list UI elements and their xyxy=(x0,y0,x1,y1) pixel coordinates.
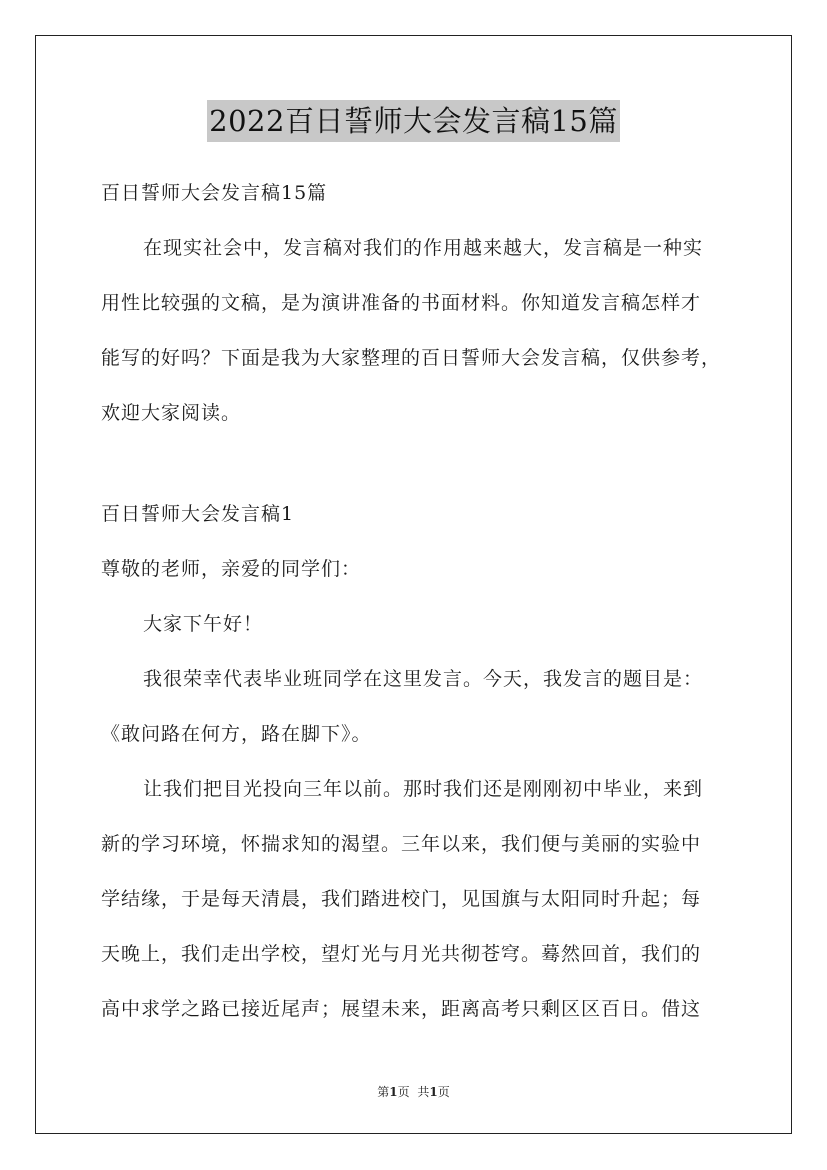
page-number: 1 xyxy=(389,1085,398,1099)
page-prefix: 第 xyxy=(377,1085,390,1099)
paragraph-line: 我很荣幸代表毕业班同学在这里发言。今天，我发言的题目是： xyxy=(143,668,704,690)
page-suffix: 页 xyxy=(397,1085,410,1099)
intro-line: 欢迎大家阅读。 xyxy=(101,402,242,424)
paragraph-line: 高中求学之路已接近尾声；展望未来，距离高考只剩区区百日。借这 xyxy=(101,998,702,1020)
total-suffix: 页 xyxy=(437,1085,450,1099)
document-subtitle: 百日誓师大会发言稿15篇 xyxy=(101,182,328,204)
greeting: 大家下午好！ xyxy=(143,613,264,635)
paragraph-line: 天晚上，我们走出学校，望灯光与月光共彻苍穹。蓦然回首，我们的 xyxy=(101,943,702,965)
paragraph-line: 新的学习环境，怀揣求知的渴望。三年以来，我们便与美丽的实验中 xyxy=(101,833,702,855)
total-pages: 1 xyxy=(429,1085,438,1099)
paragraph-line: 让我们把目光投向三年以前。那时我们还是刚刚初中毕业，来到 xyxy=(143,778,704,800)
intro-line: 在现实社会中，发言稿对我们的作用越来越大，发言稿是一种实 xyxy=(143,237,704,259)
total-prefix: 共 xyxy=(417,1085,430,1099)
blank-gap xyxy=(101,441,731,487)
page-footer xyxy=(0,1084,827,1100)
section-heading: 百日誓师大会发言稿1 xyxy=(101,503,295,525)
document-title: 2022百日誓师大会发言稿15篇 xyxy=(207,100,620,142)
paragraph-line: 《敢问路在何方，路在脚下》。 xyxy=(101,723,372,745)
title-container xyxy=(0,100,827,142)
paragraph-line: 学结缘，于是每天清晨，我们踏进校门，见国旗与太阳同时升起；每 xyxy=(101,888,702,910)
intro-line: 能写的好吗？下面是我为大家整理的百日誓师大会发言稿，仅供参考， xyxy=(101,347,722,369)
document-body xyxy=(101,166,731,1037)
salutation: 尊敬的老师，亲爱的同学们： xyxy=(101,558,362,580)
intro-line: 用性比较强的文稿，是为演讲准备的书面材料。你知道发言稿怎样才 xyxy=(101,292,702,314)
